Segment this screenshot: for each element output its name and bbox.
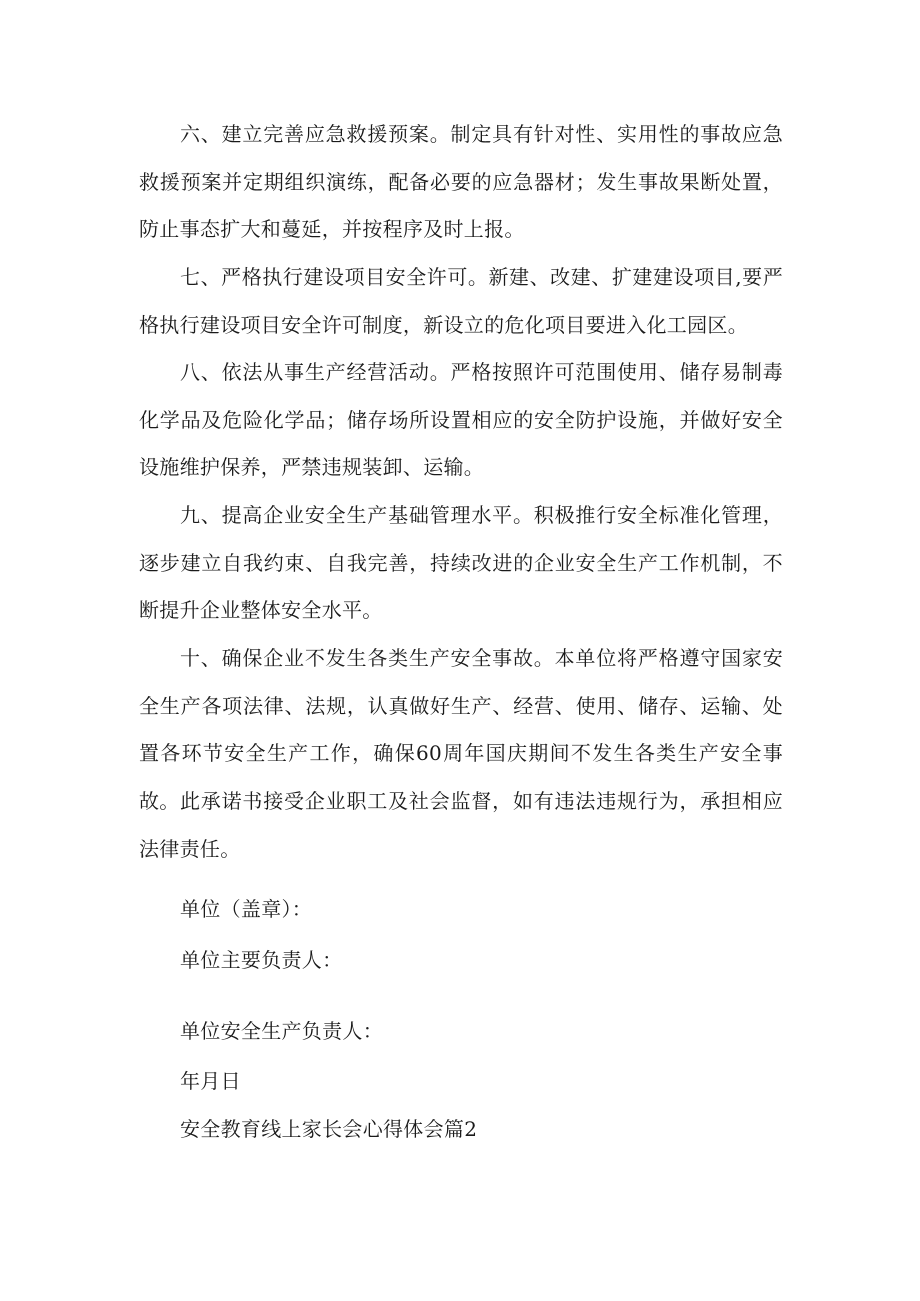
safety-head-label: 单位安全生产负责人： <box>180 1019 383 1043</box>
paragraph-item-6: 六、建立完善应急救援预案。制定具有针对性、实用性的事故应急救援预案并定期组织演练，配备必要的应急器材；发生事故果断处置，防止事态扩大和蔓延，并按程序及时上报。 <box>139 122 783 241</box>
paragraph-item-9: 九、提高企业安全生产基础管理水平。积极推行安全标准化管理，逐步建立自我约束、自我完善，持续改进的企业安全生产工作机制，不断提升企业整体安全水平。 <box>139 503 783 622</box>
unit-seal-label: 单位（盖章）： <box>180 897 313 921</box>
paragraph-item-8: 八、依法从事生产经营活动。严格按照许可范围使用、储存易制毒化学品及危险化学品；储存场所设置相应的安全防护设施，并做好安全设施维护保养，严禁违规装卸、运输。 <box>139 360 783 479</box>
next-article-heading: 安全教育线上家长会心得体会篇2 <box>180 1117 478 1141</box>
paragraph-item-10: 十、确保企业不发生各类生产安全事故。本单位将严格遵守国家安全生产各项法律、法规，认真做好生产、经营、使用、储存、运输、处置各环节安全生产工作，确保60周年国庆期间不发生各类生产安全事故。 <box>139 646 783 813</box>
date-label: 年月日 <box>180 1069 241 1093</box>
paragraph-item-7: 七、严格执行建设项目安全许可。新建、改建、扩建建设项目,要严格执行建设项目安全许可制度，新设立的危化项目要进入化工园区。 <box>139 265 783 337</box>
unit-head-label: 单位主要负责人： <box>180 948 343 972</box>
closing-paragraph: 此承诺书接受企业职工及社会监督，如有违法违规行为，承担相应法律责任。 <box>139 789 783 861</box>
